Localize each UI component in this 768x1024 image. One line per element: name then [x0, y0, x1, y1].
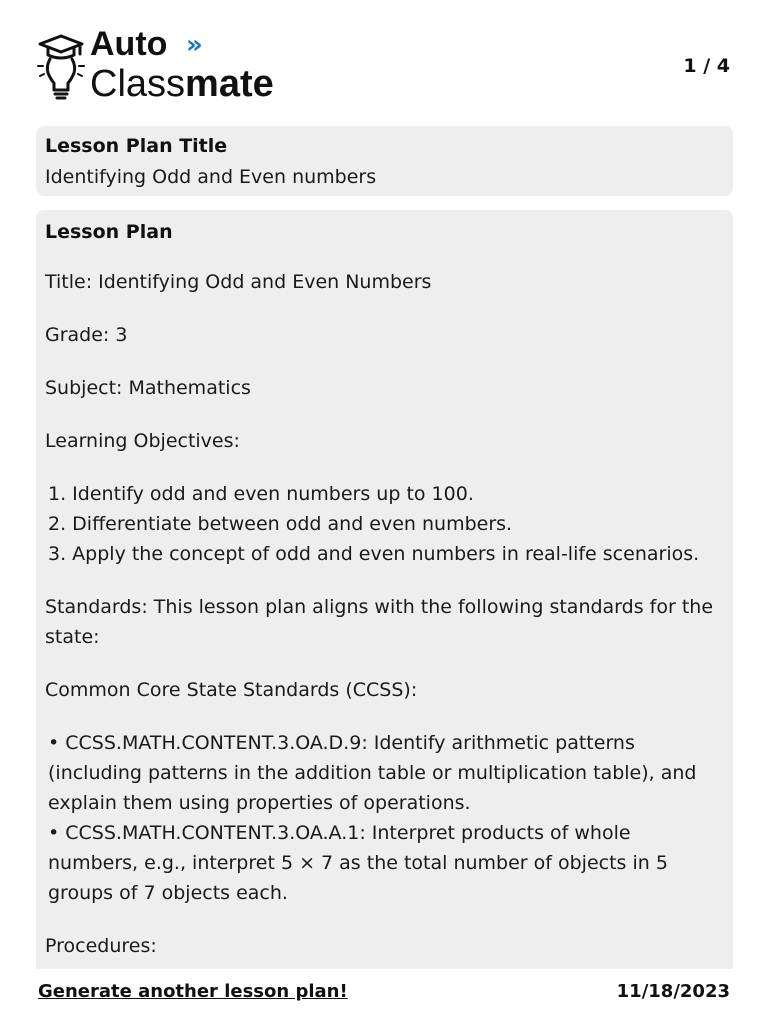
lightbulb-graduation-cap-icon — [36, 30, 86, 102]
brand-logo — [36, 26, 296, 106]
generate-another-link[interactable]: Generate another lesson plan! — [38, 981, 348, 1002]
list-item: 3. Apply the concept of odd and even numbers in real-life scenarios. — [48, 543, 700, 565]
lesson-title-label: Lesson Plan Title — [45, 135, 228, 157]
brand-word-mate: mate — [185, 63, 274, 105]
lesson-plan-grade-line: Grade: 3 — [45, 324, 128, 346]
list-item: • CCSS.MATH.CONTENT.3.OA.A.1: Interpret products of whole numbers, e.g., interpret 5 × 7 as the total number of objects in 5 groups of 7 objects each. — [48, 822, 668, 904]
lesson-title-card — [36, 126, 733, 196]
list-item: 1. Identify odd and even numbers up to 100. — [48, 483, 474, 505]
lesson-title-value: Identifying Odd and Even numbers — [45, 166, 377, 188]
ccss-heading: Common Core State Standards (CCSS): — [45, 679, 418, 701]
objectives-list — [45, 479, 723, 569]
procedures-heading: Procedures: — [45, 935, 157, 957]
page-indicator: 1 / 4 — [683, 55, 730, 77]
objectives-heading: Learning Objectives: — [45, 430, 240, 452]
lesson-plan-subject-line: Subject: Mathematics — [45, 377, 251, 399]
list-item: • CCSS.MATH.CONTENT.3.OA.D.9: Identify arithmetic patterns (including patterns in the addition table or multiplication table), and explain them using properties of operations. — [48, 732, 697, 814]
lesson-plan-label: Lesson Plan — [45, 221, 173, 243]
brand-word-classmate — [90, 62, 274, 106]
footer — [0, 970, 768, 1024]
list-item: 2. Differentiate between odd and even numbers. — [48, 513, 513, 535]
lesson-plan-card — [36, 210, 733, 969]
brand-word-auto: Auto — [90, 25, 168, 63]
lesson-plan-title-line: Title: Identifying Odd and Even Numbers — [45, 271, 432, 293]
chevron-right-double-icon: » — [186, 30, 203, 60]
standards-list — [45, 728, 723, 908]
date-label: 11/18/2023 — [616, 981, 730, 1002]
standards-intro: Standards: This lesson plan aligns with the following standards for the state: — [45, 596, 714, 648]
header — [0, 0, 768, 118]
brand-word-class: Class — [90, 63, 186, 105]
